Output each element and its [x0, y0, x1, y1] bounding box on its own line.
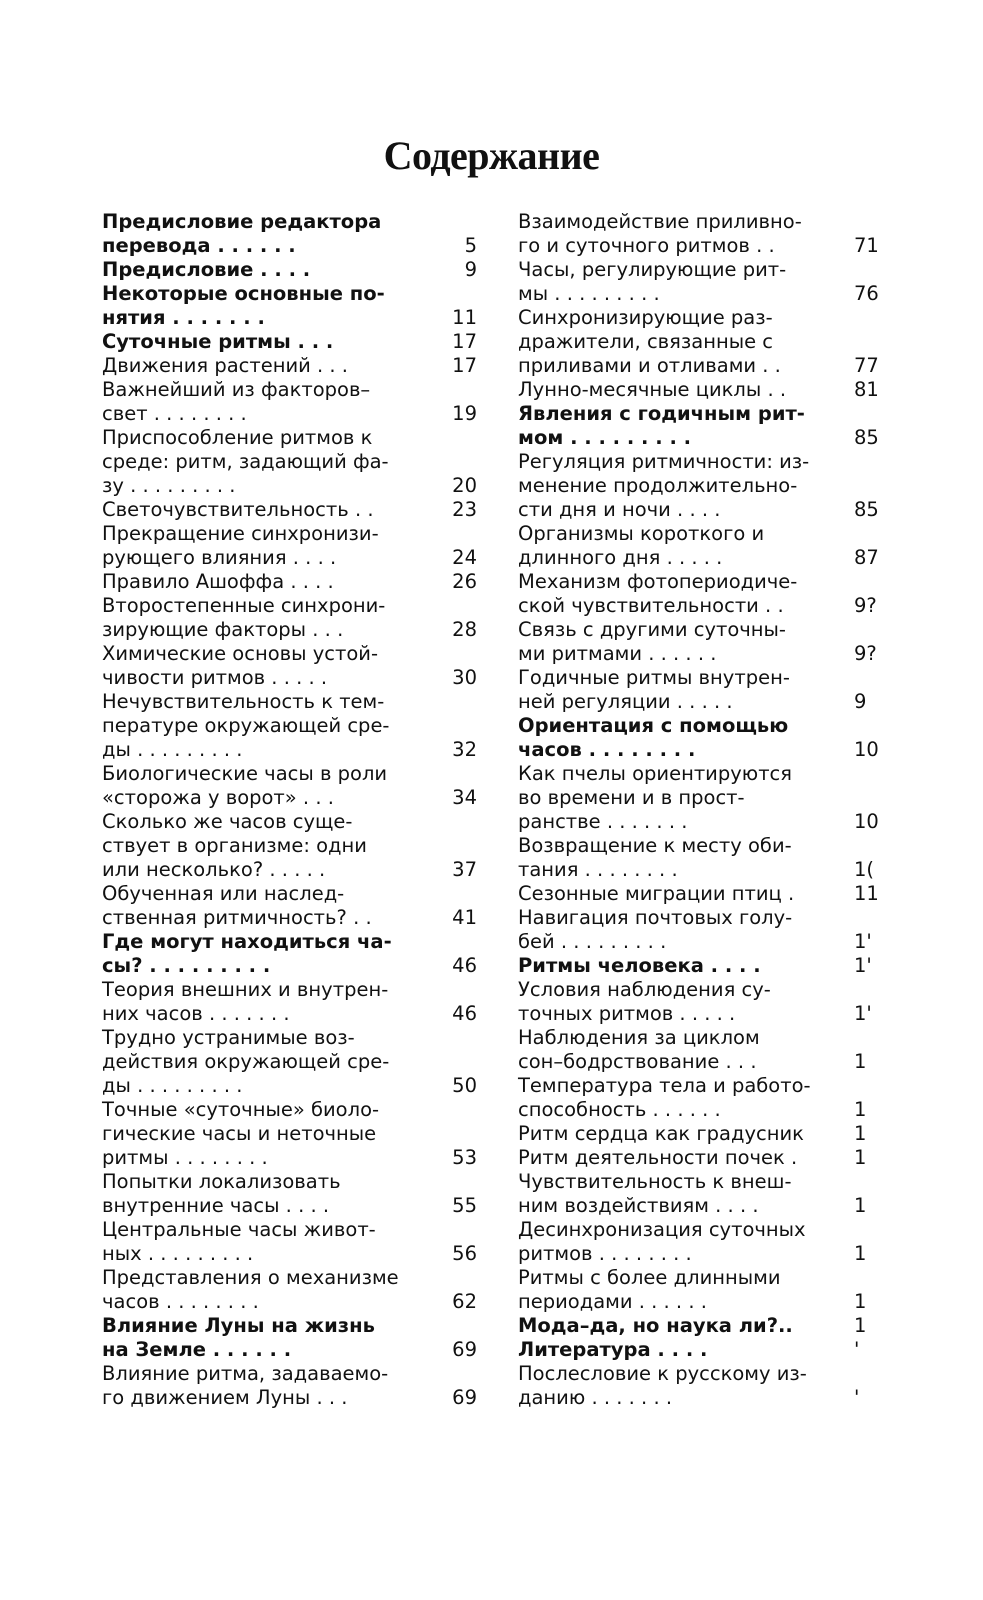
toc-column-left — [102, 210, 477, 1410]
toc-entry — [102, 498, 477, 522]
toc-entry-page: 1( — [854, 858, 875, 881]
toc-entry-title: Сколько же часов суще- ствует в организме: одни или несколько? . . . . . — [102, 810, 367, 881]
toc-entry — [518, 1218, 888, 1266]
toc-column-right — [518, 210, 888, 1410]
toc-entry — [102, 570, 477, 594]
toc-entry — [518, 450, 888, 522]
toc-entry-title: Наблюдения за циклом сон–бодрствование . . . — [518, 1026, 760, 1073]
toc-entry-title: Связь с другими суточны- ми ритмами . . . . . . — [518, 618, 786, 665]
toc-entry-title: Сезонные миграции птиц . — [518, 882, 795, 905]
toc-entry-title: Предисловие редактора перевода . . . . . . — [102, 210, 382, 257]
toc-entry-page: 24 — [452, 546, 477, 569]
toc-entry-page: 87 — [854, 546, 879, 569]
toc-entry-title: Второстепенные синхрони- зирующие факторы . . . — [102, 594, 386, 641]
toc-entry — [102, 1098, 477, 1170]
toc-entry-title: Предисловие . . . . — [102, 258, 311, 281]
toc-entry-title: Влияние Луны на жизнь на Земле . . . . . . — [102, 1314, 375, 1361]
toc-entry-title: Возвращение к месту оби- тания . . . . . . . . — [518, 834, 792, 881]
toc-entry-title: Приспособление ритмов к среде: ритм, задающий фа- зу . . . . . . . . . — [102, 426, 389, 497]
toc-entry-page: 69 — [452, 1386, 477, 1409]
toc-entry-page: 50 — [452, 1074, 477, 1097]
toc-entry-title: Чувствительность к внеш- ним воздействиям . . . . — [518, 1170, 792, 1217]
toc-entry — [102, 258, 477, 282]
toc-entry-title: Организмы короткого и длинного дня . . . . . — [518, 522, 765, 569]
toc-entry-page: 9 — [464, 258, 477, 281]
toc-entry-title: Суточные ритмы . . . — [102, 330, 334, 353]
toc-entry — [518, 1026, 888, 1074]
toc-entry-title: Светочувствительность . . — [102, 498, 374, 521]
toc-entry — [102, 930, 477, 978]
toc-entry-page: 37 — [452, 858, 477, 881]
toc-entry — [102, 1170, 477, 1218]
toc-entry — [102, 354, 477, 378]
toc-entry-title: Регуляция ритмичности: из- менение продолжительно- сти дня и ночи . . . . — [518, 450, 810, 521]
toc-entry-page: 53 — [452, 1146, 477, 1169]
toc-entry — [102, 1026, 477, 1098]
toc-entry-page: 34 — [452, 786, 477, 809]
toc-entry-title: Трудно устранимые воз- действия окружающей сре- ды . . . . . . . . . — [102, 1026, 390, 1097]
toc-entry-page: 41 — [452, 906, 477, 929]
toc-entry — [518, 714, 888, 762]
toc-entry-page: 1 — [854, 1242, 867, 1265]
toc-entry-title: Условия наблюдения су- точных ритмов . . . . . — [518, 978, 771, 1025]
toc-entry-title: Обученная или наслед- ственная ритмичность? . . — [102, 882, 372, 929]
toc-entry-title: Ритмы человека . . . . — [518, 954, 761, 977]
toc-entry-page: 1 — [854, 1194, 867, 1217]
toc-entry — [518, 402, 888, 450]
toc-entry-title: Лунно-месячные циклы . . — [518, 378, 787, 401]
toc-entry — [102, 882, 477, 930]
toc-entry-title: Химические основы устой- чивости ритмов . . . . . — [102, 642, 378, 689]
toc-entry — [518, 618, 888, 666]
toc-entry-title: Важнейший из факторов– свет . . . . . . . . — [102, 378, 371, 425]
toc-entry — [518, 1074, 888, 1122]
toc-entry-title: Мода–да, но наука ли?.. — [518, 1314, 793, 1337]
toc-entry-page: 76 — [854, 282, 879, 305]
toc-entry-page: 30 — [452, 666, 477, 689]
toc-entry-page: 1 — [854, 1314, 867, 1337]
toc-entry-title: Теория внешних и внутрен- них часов . . . . . . . — [102, 978, 389, 1025]
toc-entry-page: 20 — [452, 474, 477, 497]
toc-entry — [518, 1170, 888, 1218]
toc-entry — [518, 762, 888, 834]
toc-entry-page: 9? — [854, 642, 877, 665]
toc-entry-title: Ритм сердца как градусник — [518, 1122, 804, 1145]
toc-entry — [518, 1266, 888, 1314]
toc-entry — [518, 1122, 888, 1146]
toc-entry-page: 69 — [452, 1338, 477, 1361]
toc-entry-title: Точные «суточные» биоло- гические часы и неточные ритмы . . . . . . . . — [102, 1098, 380, 1169]
toc-entry — [102, 1266, 477, 1314]
toc-entry — [518, 1362, 888, 1410]
toc-entry-title: Годичные ритмы внутрен- ней регуляции . . . . . — [518, 666, 790, 713]
toc-entry-title: Представления о механизме часов . . . . . . . . — [102, 1266, 399, 1313]
toc-entry-title: Температура тела и работо- способность . . . . . . — [518, 1074, 811, 1121]
toc-entry — [518, 834, 888, 882]
toc-entry — [102, 762, 477, 810]
toc-entry-title: Десинхронизация суточных ритмов . . . . . . . . — [518, 1218, 806, 1265]
toc-entry-page: 23 — [452, 498, 477, 521]
toc-entry-page: 1 — [854, 1122, 867, 1145]
toc-entry-page: 17 — [452, 330, 477, 353]
toc-entry-page: 85 — [854, 426, 879, 449]
toc-entry — [518, 1314, 888, 1338]
toc-entry-page: ' — [854, 1338, 860, 1361]
toc-entry-page: 10 — [854, 810, 879, 833]
toc-entry-page: 19 — [452, 402, 477, 425]
toc-entry-page: 1' — [854, 1002, 872, 1025]
toc-entry — [102, 282, 477, 330]
toc-entry — [102, 522, 477, 570]
toc-entry-page: 62 — [452, 1290, 477, 1313]
toc-entry — [102, 978, 477, 1026]
toc-entry-page: 28 — [452, 618, 477, 641]
toc-entry-title: Центральные часы живот- ных . . . . . . . . . — [102, 1218, 376, 1265]
toc-entry — [102, 810, 477, 882]
toc-entry-title: Влияние ритма, задаваемо- го движением Луны . . . — [102, 1362, 389, 1409]
toc-entry-page: 26 — [452, 570, 477, 593]
toc-entry-page: 1 — [854, 1146, 867, 1169]
toc-entry — [102, 690, 477, 762]
toc-entry-title: Прекращение синхронизи- рующего влияния . . . . — [102, 522, 379, 569]
page-title: Содержание — [383, 133, 600, 178]
toc-entry-page: 9? — [854, 594, 877, 617]
toc-entry-page: ' — [854, 1386, 860, 1409]
toc-entry-page: 1 — [854, 1290, 867, 1313]
toc-entry — [102, 1314, 477, 1362]
toc-entry-title: Взаимодействие приливно- го и суточного ритмов . . — [518, 210, 802, 257]
toc-entry-title: Литература . . . . — [518, 1338, 708, 1361]
toc-entry — [102, 1218, 477, 1266]
toc-entry-page: 85 — [854, 498, 879, 521]
toc-entry-title: Синхронизирующие раз- дражители, связанные с приливами и отливами . . — [518, 306, 781, 377]
toc-entry — [518, 906, 888, 954]
toc-entry — [518, 210, 888, 258]
toc-entry-title: Часы, регулирующие рит- мы . . . . . . . . . — [518, 258, 787, 305]
toc-entry-page: 46 — [452, 1002, 477, 1025]
toc-entry-page: 46 — [452, 954, 477, 977]
toc-entry — [518, 1146, 888, 1170]
toc-entry-title: Механизм фотопериодиче- ской чувствительности . . — [518, 570, 798, 617]
toc-entry — [102, 378, 477, 426]
toc-entry-page: 11 — [452, 306, 477, 329]
toc-entry-page: 5 — [464, 234, 477, 257]
toc-entry-title: Попытки локализовать внутренние часы . . . . — [102, 1170, 341, 1217]
toc-entry-page: 71 — [854, 234, 879, 257]
toc-entry-page: 10 — [854, 738, 879, 761]
toc-entry — [518, 258, 888, 306]
toc-entry-page: 1' — [854, 954, 872, 977]
toc-entry-title: Явления с годичным рит- мом . . . . . . . . . — [518, 402, 805, 449]
toc-entry-title: Ритмы с более длинными периодами . . . . . . — [518, 1266, 781, 1313]
toc-entry — [102, 642, 477, 690]
toc-entry-page: 17 — [452, 354, 477, 377]
toc-entry — [518, 978, 888, 1026]
toc-entry-title: Ориентация с помощью часов . . . . . . . . — [518, 714, 789, 761]
toc-entry-page: 1 — [854, 1050, 867, 1073]
toc-entry-page: 1 — [854, 1098, 867, 1121]
toc-entry-title: Где могут находиться ча- сы? . . . . . . . . . — [102, 930, 392, 977]
toc-entry-title: Как пчелы ориентируются во времени и в прост- ранстве . . . . . . . — [518, 762, 792, 833]
toc-entry — [102, 210, 477, 258]
toc-entry-title: Навигация почтовых голу- бей . . . . . . . . . — [518, 906, 793, 953]
toc-entry-title: Биологические часы в роли «сторожа у ворот» . . . — [102, 762, 388, 809]
toc-entry — [518, 522, 888, 570]
toc-entry-page: 77 — [854, 354, 879, 377]
toc-entry — [102, 1362, 477, 1410]
toc-entry-title: Некоторые основные по- нятия . . . . . . . — [102, 282, 385, 329]
toc-entry — [518, 306, 888, 378]
toc-entry — [518, 882, 888, 906]
toc-entry-page: 55 — [452, 1194, 477, 1217]
toc-entry-page: 9 — [854, 690, 867, 713]
toc-entry — [518, 1338, 888, 1362]
toc-entry-page: 1' — [854, 930, 872, 953]
toc-entry-page: 56 — [452, 1242, 477, 1265]
toc-entry — [518, 954, 888, 978]
toc-entry — [102, 426, 477, 498]
toc-entry — [102, 330, 477, 354]
toc-entry-page: 11 — [854, 882, 879, 905]
toc-entry-page: 32 — [452, 738, 477, 761]
toc-entry-title: Ритм деятельности почек . — [518, 1146, 798, 1169]
toc-entry-page: 81 — [854, 378, 879, 401]
toc-entry-title: Послесловие к русскому из- данию . . . . . . . — [518, 1362, 807, 1409]
toc-entry-title: Правило Ашоффа . . . . — [102, 570, 334, 593]
toc-entry — [518, 570, 888, 618]
toc-entry — [518, 666, 888, 714]
toc-entry — [102, 594, 477, 642]
toc-entry-title: Нечувствительность к тем- пературе окружающей сре- ды . . . . . . . . . — [102, 690, 390, 761]
toc-entry-title: Движения растений . . . — [102, 354, 349, 377]
toc-entry — [518, 378, 888, 402]
